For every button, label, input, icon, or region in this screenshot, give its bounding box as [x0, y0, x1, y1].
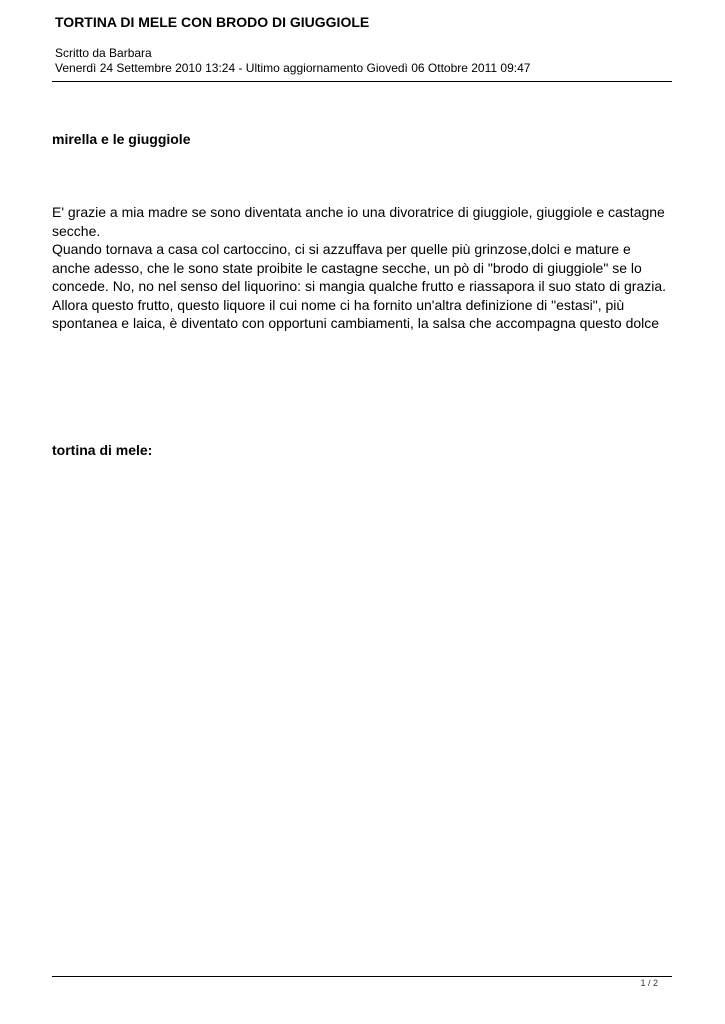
paragraph: E' grazie a mia madre se sono diventata anche io una divoratrice di giuggiole, giuggiole e castagne secche. [52, 204, 665, 239]
footer-divider [52, 976, 672, 977]
paragraph: Allora questo frutto, questo liquore il cui nome ci ha fornito un'altra definizione di "estasi", più spontanea e laica, è diventato con opportuni cambiamenti, la salsa che accompagna questo dolce [52, 296, 660, 331]
author-line: Scritto da Barbara [55, 46, 152, 60]
document-title: TORTINA DI MELE CON BRODO DI GIUGGIOLE [55, 14, 370, 30]
date-line: Venerdì 24 Settembre 2010 13:24 - Ultimo aggiornamento Giovedì 06 Ottobre 2011 09:47 [55, 61, 531, 75]
article-body [52, 203, 672, 333]
page-number: 1 / 2 [640, 978, 658, 988]
document-meta [55, 46, 530, 76]
section-heading-tortina: tortina di mele: [52, 442, 153, 458]
section-heading-mirella: mirella e le giuggiole [52, 131, 191, 147]
header-divider [52, 81, 672, 82]
paragraph: Quando tornava a casa col cartoccino, ci si azzuffava per quelle più grinzose,dolci e mature e anche adesso, che le sono state proibite le castagne secche, un pò di "brodo di giuggiole" se lo concede. No, no nel senso del liquorino: si mangia qualche frutto e riassapora il suo stato di grazia. [52, 241, 667, 294]
